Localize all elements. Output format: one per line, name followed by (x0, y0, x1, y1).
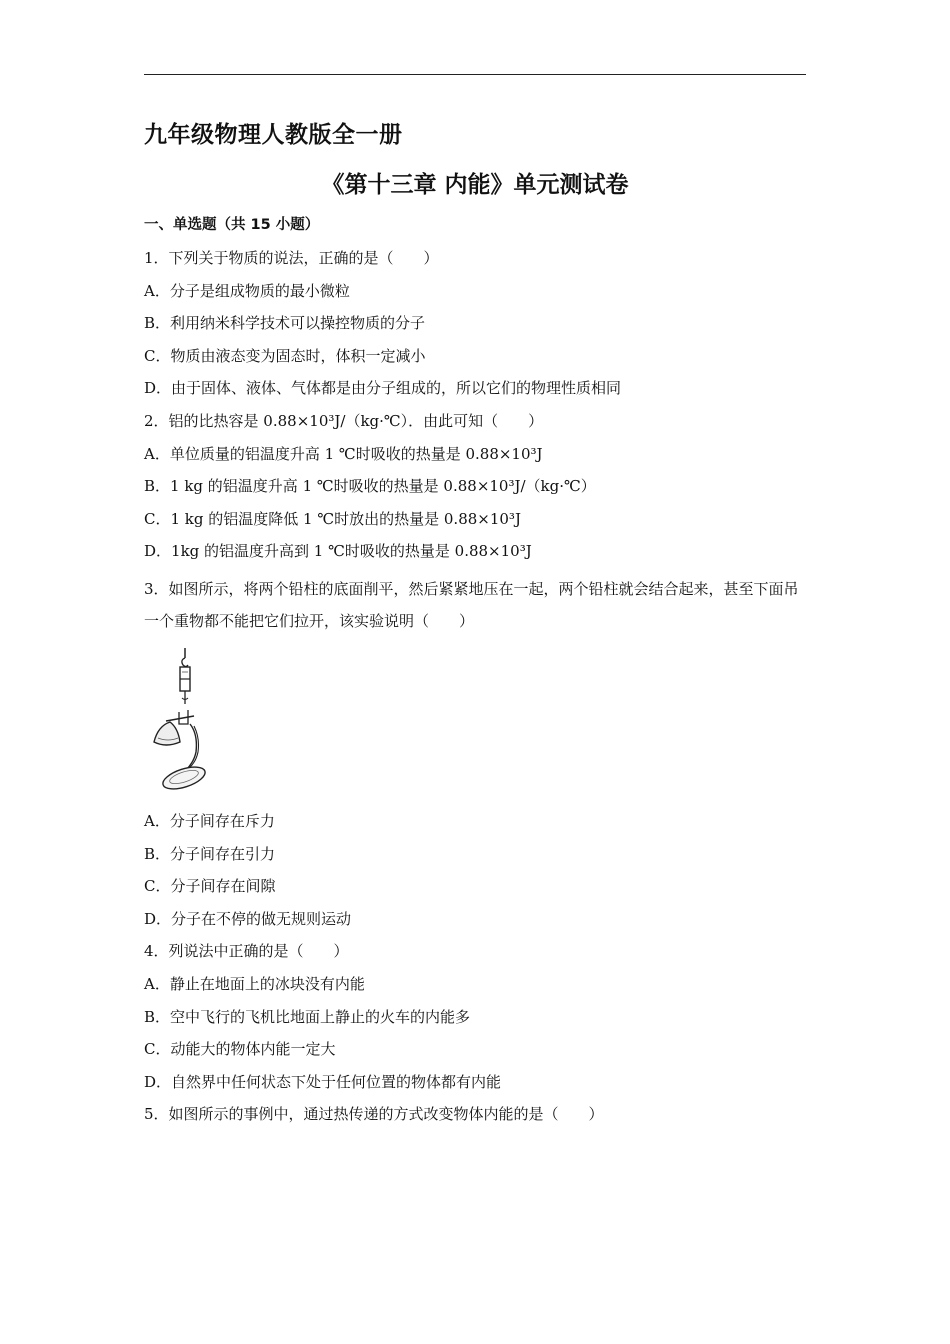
question-2-stem: 2．铝的比热容是 0.88×10³J/（kg·℃）．由此可知（ ） (144, 411, 544, 430)
lead-cylinder-figure (146, 646, 216, 794)
question-3-option-a: A．分子间存在斥力 (144, 811, 275, 830)
question-4-option-b: B．空中飞行的飞机比地面上静止的火车的内能多 (144, 1007, 471, 1026)
question-3-stem: 3．如图所示，将两个铅柱的底面削平，然后紧紧地压在一起，两个铅柱就会结合起来，甚至下面吊一个重物都不能把它们拉开，该实验说明（ ） (144, 579, 799, 631)
question-4-option-c: C．动能大的物体内能一定大 (144, 1040, 336, 1059)
question-1-option-d: D．由于固体、液体、气体都是由分子组成的，所以它们的物理性质相同 (144, 379, 622, 398)
question-1-option-b: B．利用纳米科学技术可以操控物质的分子 (144, 314, 426, 333)
question-3-option-d: D．分子在不停的做无规则运动 (144, 909, 352, 928)
question-3-option-b: B．分子间存在引力 (144, 844, 276, 863)
question-2-option-a: A．单位质量的铝温度升高 1 ℃时吸收的热量是 0.88×10³J (144, 444, 543, 463)
question-4-option-a: A．静止在地面上的冰块没有内能 (144, 974, 365, 993)
question-5-stem: 5．如图所示的事例中，通过热传递的方式改变物体内能的是（ ） (144, 1105, 604, 1124)
question-2-option-c: C．1 kg 的铝温度降低 1 ℃时放出的热量是 0.88×10³J (144, 509, 521, 528)
question-2-option-b: B．1 kg 的铝温度升高 1 ℃时吸收的热量是 0.88×10³J/（kg·℃） (144, 477, 596, 496)
header-rule (144, 74, 806, 75)
question-1-option-a: A．分子是组成物质的最小微粒 (144, 281, 350, 300)
question-4-stem: 4．列说法中正确的是（ ） (144, 942, 349, 961)
question-list (144, 214, 808, 1136)
question-2-option-d: D．1kg 的铝温度升高到 1 ℃时吸收的热量是 0.88×10³J (144, 542, 532, 561)
section-heading: 一、单选题（共 15 小题） (144, 217, 320, 233)
question-3-option-c: C．分子间存在间隙 (144, 877, 276, 896)
question-1-option-c: C．物质由液态变为固态时，体积一定减小 (144, 346, 426, 365)
document-subtitle: 《第十三章 内能》单元测试卷 (321, 172, 629, 198)
document-title: 九年级物理人教版全一册 (144, 122, 403, 148)
question-4-option-d: D．自然界中任何状态下处于任何位置的物体都有内能 (144, 1072, 502, 1091)
question-1-stem: 1．下列关于物质的说法，正确的是（ ） (144, 249, 439, 267)
